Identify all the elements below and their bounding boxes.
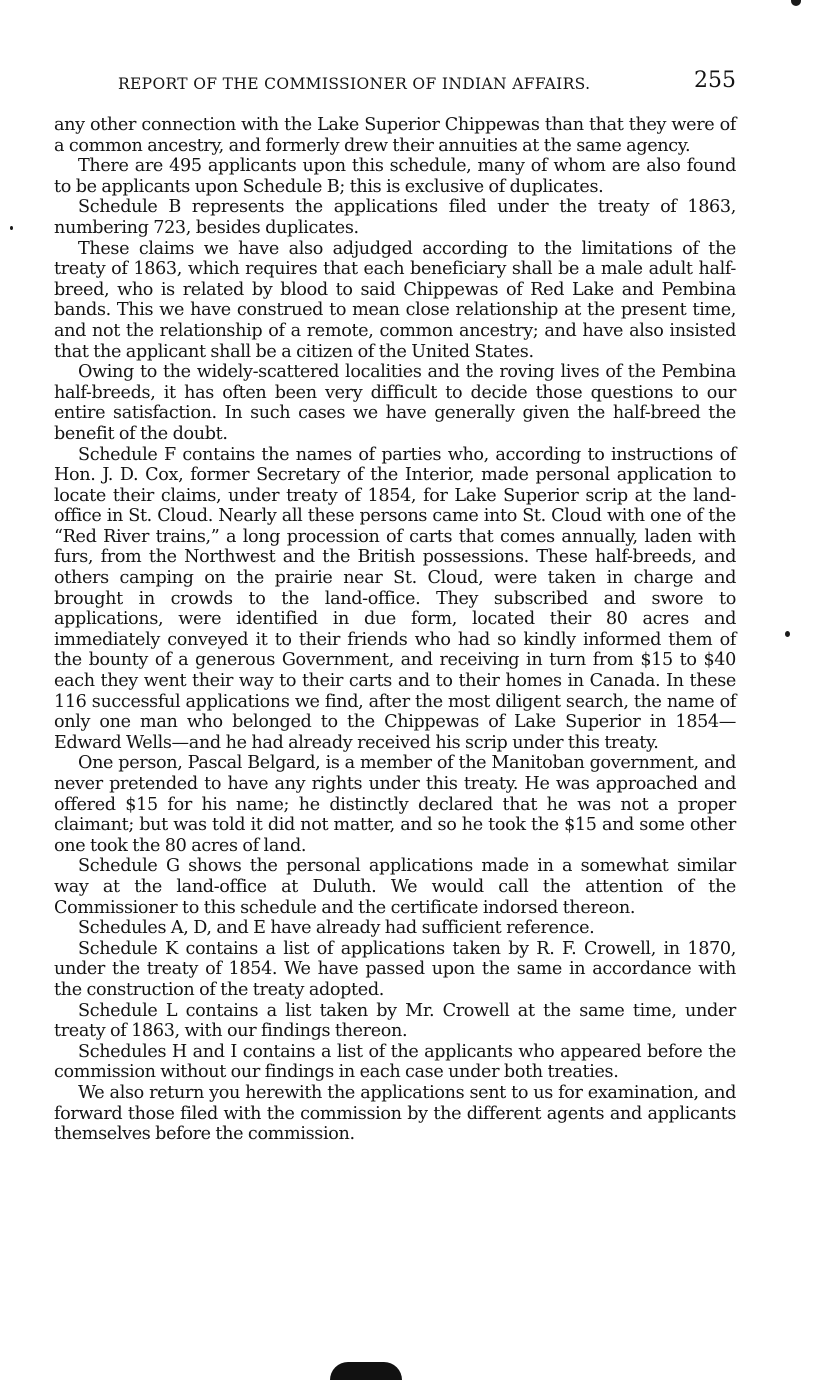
paragraph-continuation: any other connection with the Lake Superior Chippewas than that they were of a common ancestry, and formerly drew their annuities at the same agency.	[54, 115, 736, 156]
paragraph-schedules-h-i: Schedules H and I contains a list of the applicants who appeared before the commission without our findings in each case under both treaties.	[54, 1041, 736, 1083]
scan-binding-tab	[330, 1362, 402, 1380]
scan-mark-margin-dot	[785, 631, 790, 637]
paragraph-schedule-k: Schedule K contains a list of applications taken by R. F. Crowell, in 1870, under the treaty of 1854. We have passed upon the same in accordance with the construction of the treaty adopted.	[54, 938, 736, 1000]
paragraph-pembina-half-breeds: Owing to the widely-scattered localities and the roving lives of the Pembina half-breeds, it has often been very difficult to decide those questions to our entire satisfaction. In such cases we have generally given the half-breed the benefit of the doubt.	[54, 362, 736, 444]
running-title: REPORT OF THE COMMISSIONER OF INDIAN AFFAIRS.	[118, 75, 591, 93]
page-header	[118, 68, 736, 98]
paragraph-schedule-g: Schedule G shows the personal applications made in a somewhat similar way at the land-office at Duluth. We would call the attention of the Commissioner to this schedule and the certificate indorsed thereon.	[54, 856, 736, 918]
paragraph-schedule-l: Schedule L contains a list taken by Mr. Crowell at the same time, under treaty of 1863, with our findings thereon.	[54, 1000, 736, 1042]
paragraph-pascal-belgard: One person, Pascal Belgard, is a member of the Manitoban government, and never pretended to have any rights under this treaty. He was approached and offered $15 for his name; he distinctly declared that he was not a proper claimant; but was told it did not matter, and so he took the $15 and some other one took the 80 acres of land.	[54, 753, 736, 856]
scan-mark-left	[10, 226, 13, 230]
scan-mark-top	[791, 0, 801, 6]
document-body	[54, 115, 736, 1145]
page-number: 255	[694, 68, 736, 93]
paragraph-return-applications: We also return you herewith the applications sent to us for examination, and forward those filed with the commission by the different agents and applicants themselves before the commission.	[54, 1082, 736, 1145]
paragraph-schedules-a-d-e: Schedules A, D, and E have already had sufficient reference.	[78, 918, 595, 939]
paragraph-applicants-count: There are 495 applicants upon this schedule, many of whom are also found to be applicants upon Schedule B; this is exclusive of duplicates.	[54, 156, 736, 197]
paragraph-schedule-f: Schedule F contains the names of parties who, according to instructions of Hon. J. D. Cox, former Secretary of the Interior, made personal application to locate their claims, under treaty of 1854, for Lake Superior scrip at the land-office in St. Cloud. Nearly all these persons came into St. Cloud with one of the “Red River trains,” a long procession of carts that comes annually, laden with furs, from the Northwest and the British possessions. These half-breeds, and others camping on the prairie near St. Cloud, were taken in charge and brought in crowds to the land-office. They subscribed and swore to applications, were identified in due form, located their 80 acres and immediately conveyed it to their friends who had so kindly informed them of the bounty of a generous Government, and receiving in turn from $15 to $40 each they went their way to their carts and to their homes in Canada. In these 116 successful applications we find, after the most diligent search, the name of only one man who belonged to the Chippewas of Lake Superior in 1854—Edward Wells—and he had already received his scrip under this treaty.	[54, 444, 736, 753]
paragraph-claims-adjudged: These claims we have also adjudged according to the limitations of the treaty of 1863, which requires that each beneficiary shall be a male adult half-breed, who is related by blood to said Chippewas of Red Lake and Pembina bands. This we have construed to mean close relationship at the present time, and not the relationship of a remote, common ancestry; and have also insisted that the applicant shall be a citizen of the United States.	[54, 238, 736, 362]
paragraph-schedule-b: Schedule B represents the applications filed under the treaty of 1863, numbering 723, besides duplicates.	[54, 197, 736, 238]
